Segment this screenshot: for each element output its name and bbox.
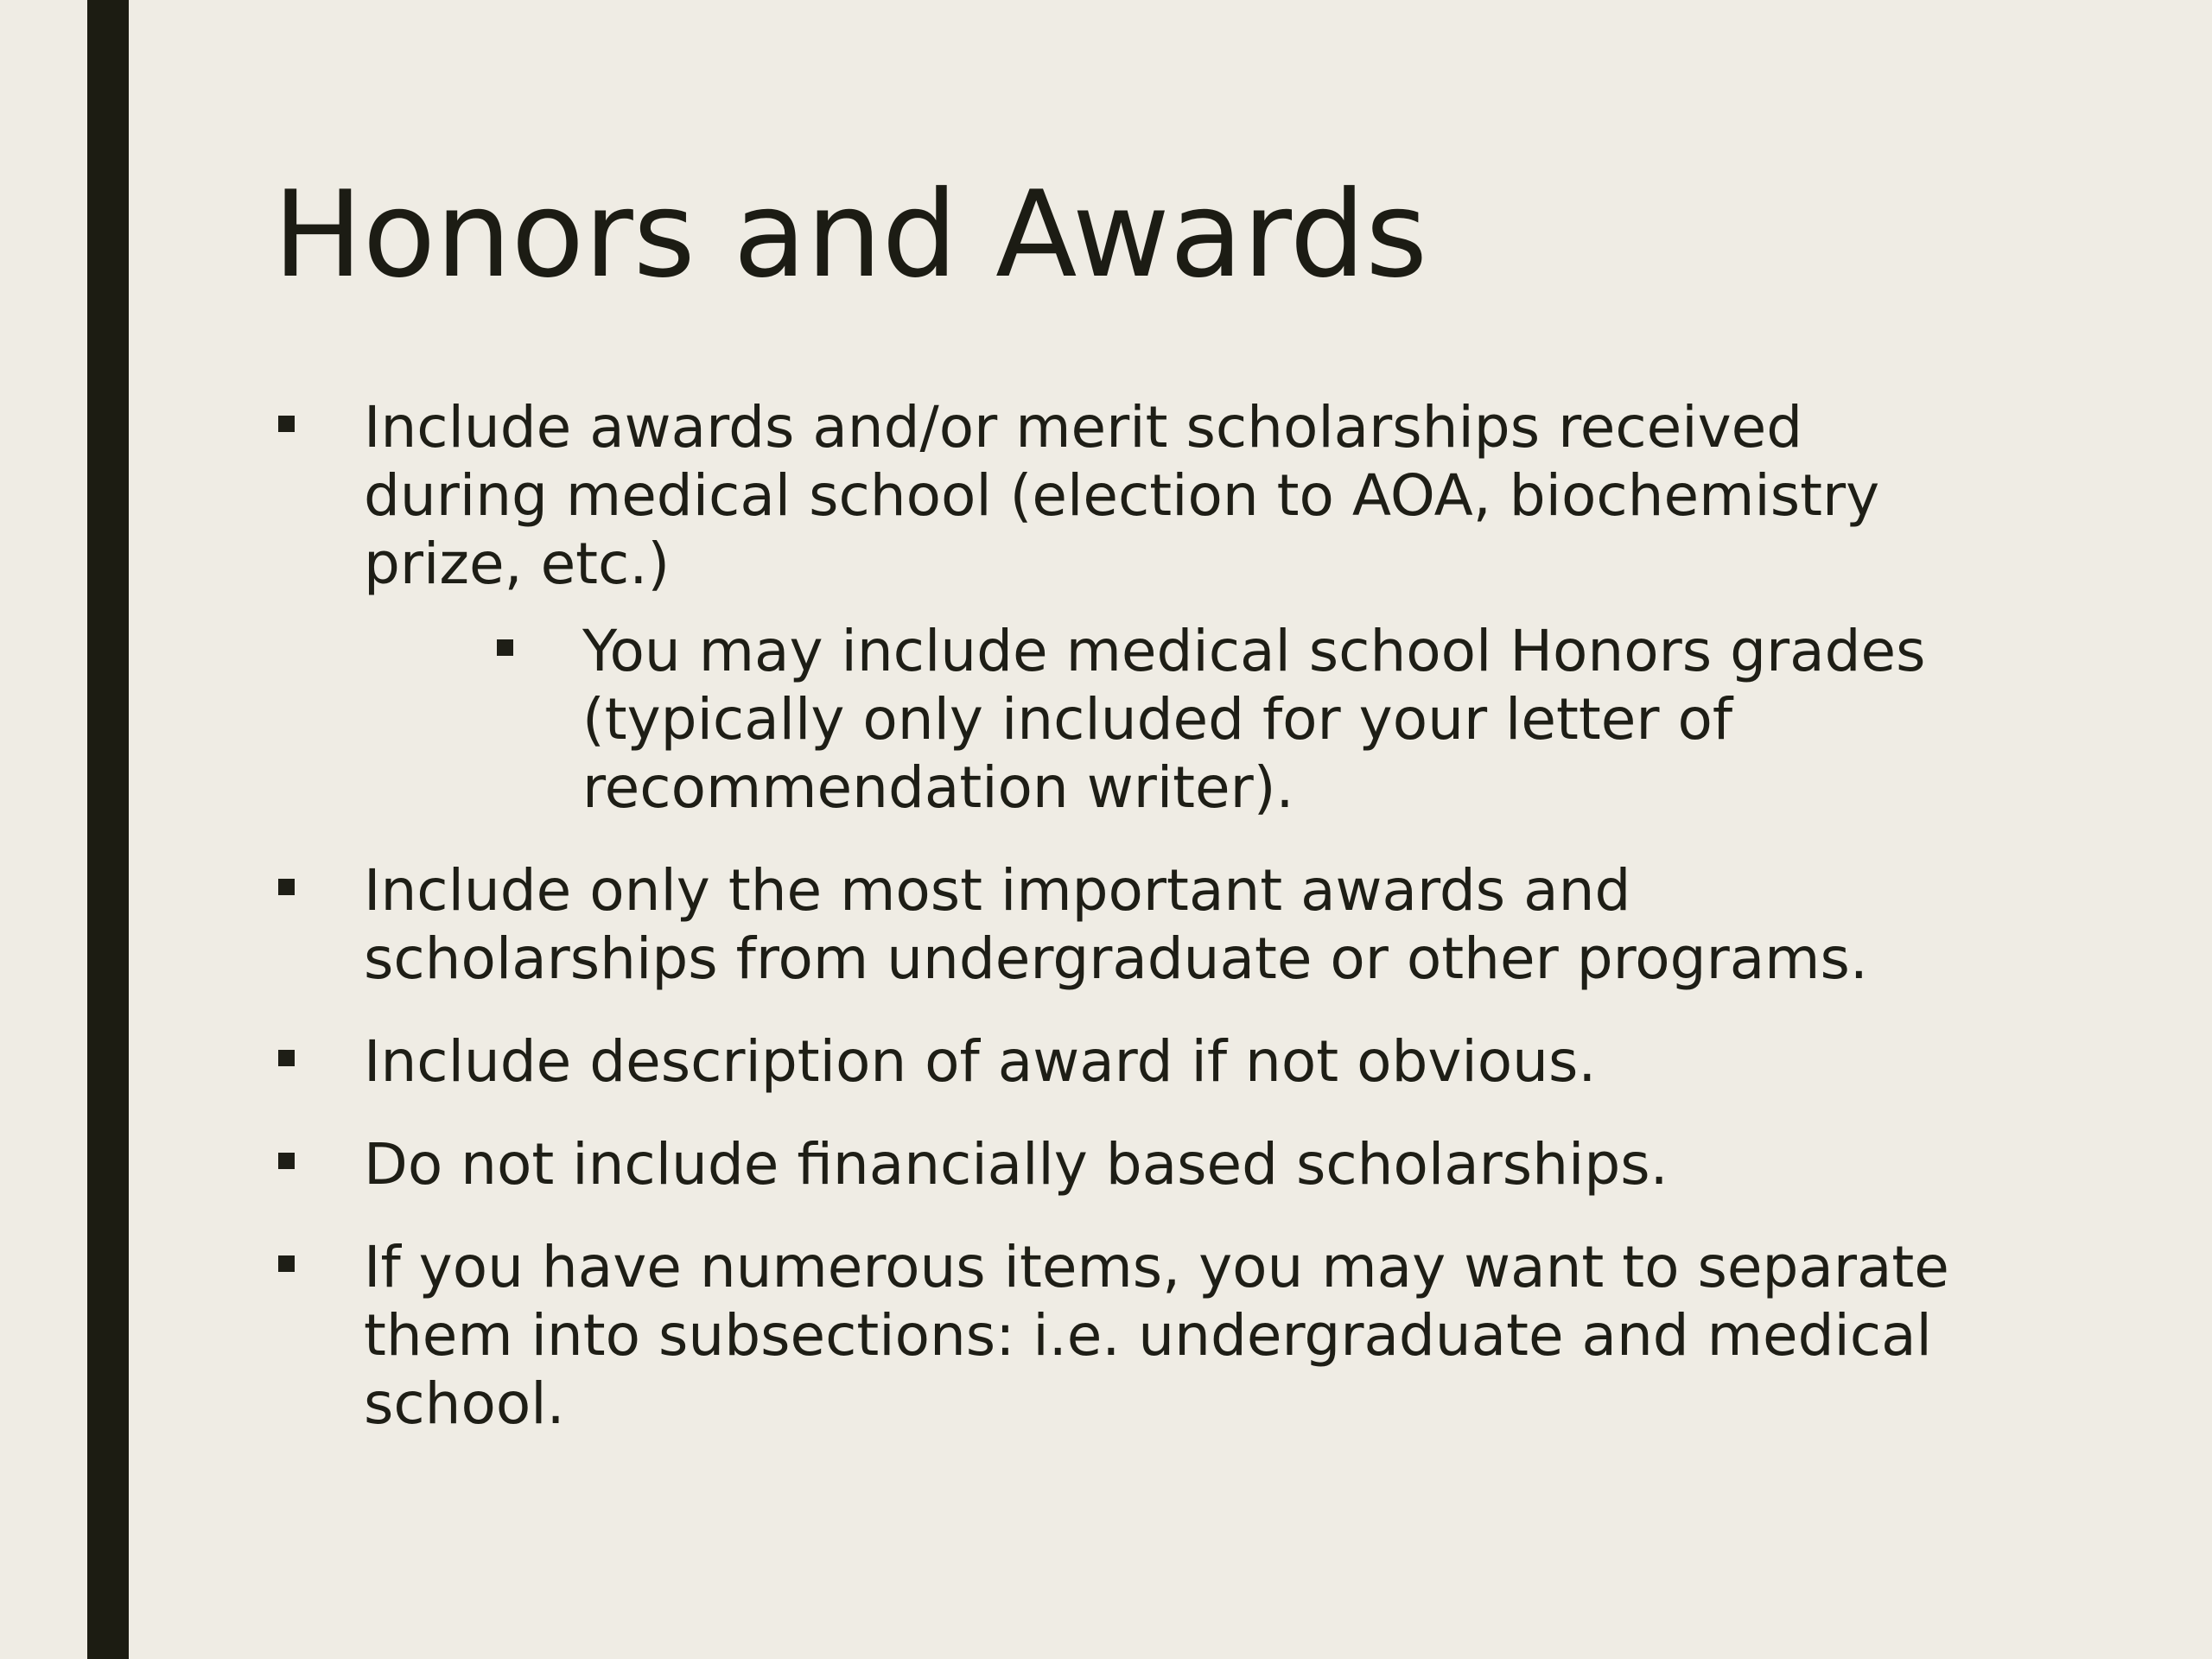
bullet-text: Do not include financially based scholarships. — [364, 1131, 1669, 1198]
square-bullet-icon — [278, 879, 295, 895]
square-bullet-icon — [278, 1255, 295, 1272]
bullet-item — [273, 1233, 1984, 1438]
square-bullet-icon — [278, 416, 295, 432]
square-bullet-icon — [278, 1153, 295, 1169]
square-bullet-icon — [497, 639, 513, 656]
sub-bullet-text: You may include medical school Honors grades (typically only included for your letter of recommendation writer). — [582, 618, 1926, 821]
bullet-item — [273, 393, 1984, 822]
slide-title: Honors and Awards — [273, 165, 1428, 304]
bullet-text: If you have numerous items, you may want to separate them into subsections: i.e. undergraduate and medical school. — [364, 1234, 1949, 1437]
bullet-item — [273, 1130, 1984, 1198]
sub-bullet-item — [492, 617, 1984, 822]
bullet-list — [273, 393, 1984, 1438]
bullet-text: Include only the most important awards and scholarships from undergraduate or other programs. — [364, 857, 1868, 992]
sub-bullet-list — [364, 617, 1984, 822]
slide-content — [273, 393, 1984, 1472]
bullet-text: Include awards and/or merit scholarships received during medical school (election to AOA, biochemistry prize, etc.) — [364, 394, 1880, 597]
square-bullet-icon — [278, 1050, 295, 1066]
bullet-item — [273, 1027, 1984, 1096]
bullet-text: Include description of award if not obvious. — [364, 1028, 1597, 1095]
accent-bar — [87, 0, 129, 1659]
bullet-item — [273, 856, 1984, 993]
